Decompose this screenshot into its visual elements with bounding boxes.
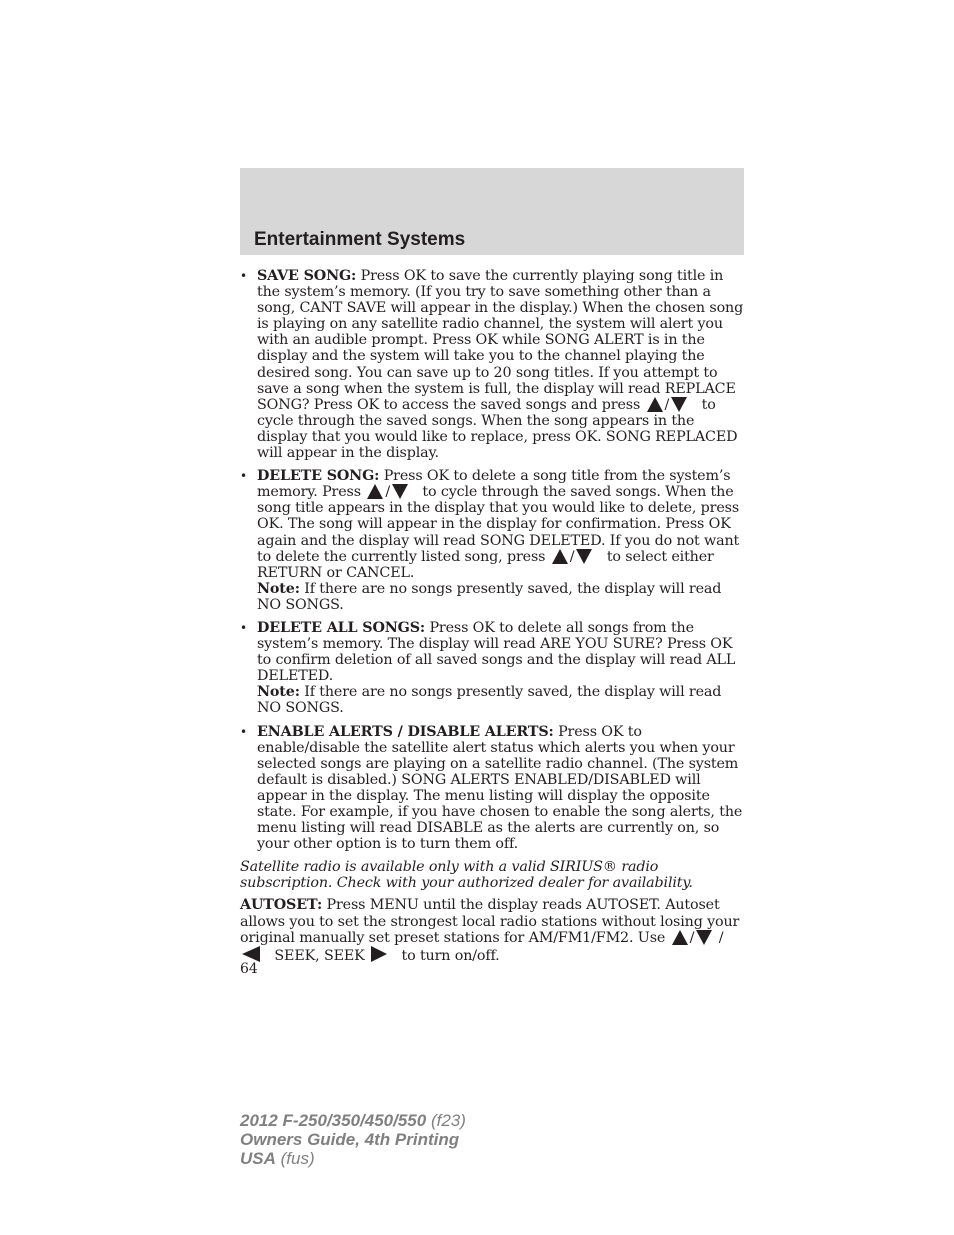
arrow-up-icon: [367, 484, 383, 499]
note-label: Note:: [257, 684, 300, 701]
save-song-text-2: to cycle through the saved songs. When the song appears in the display that you would like to replace, press OK. SONG REPLACED will appear in the display.: [257, 396, 738, 462]
autoset-text-3: to turn on/off.: [401, 947, 500, 964]
delete-song-text-2: to cycle through the saved songs. When the song title appears in the display that you would like to delete, press OK. The song will appear in the display for confirmation. Press OK again and the display will read SONG DELETED. If you do not want to delete the currently listed song, press: [257, 484, 740, 565]
slash-separator: /: [689, 929, 695, 946]
term-delete-song: DELETE SONG:: [257, 468, 380, 485]
footer-line-2: Owners Guide, 4th Printing: [240, 1130, 460, 1149]
footer-model-code: (f23): [430, 1111, 466, 1130]
arrow-down-icon: [671, 397, 687, 412]
section-title: Entertainment Systems: [254, 229, 466, 250]
term-autoset: AUTOSET:: [240, 897, 323, 914]
arrow-down-icon: [392, 484, 408, 499]
bullet-dot: •: [240, 269, 247, 283]
bullet-dot: •: [240, 469, 247, 484]
sirius-note: Satellite radio is available only with a valid SIRIUS® radio subscription. Check with your authorized dealer for availability.: [240, 859, 693, 892]
autoset-text-1: Press MENU until the display reads AUTOSET. Autoset allows you to set the strongest local radio stations without losing your original manually set preset stations for AM/FM1/FM2. Use: [240, 897, 740, 946]
slash-separator: /: [718, 929, 724, 946]
term-save-song: SAVE SONG:: [257, 268, 357, 284]
bullet-dot: •: [240, 724, 247, 739]
bullet-enable-alerts: [240, 724, 744, 853]
bullet-delete-all-songs: [240, 620, 744, 717]
arrow-up-icon: [672, 930, 688, 945]
delete-all-text: Press OK to delete all songs from the system’s memory. The display will read ARE YOU SURE? Press OK to confirm deletion of all saved songs and the display will read ALL DELETED.: [257, 619, 736, 685]
arrow-down-icon: [696, 930, 712, 945]
page-content: [240, 268, 744, 970]
arrow-up-icon: [647, 397, 663, 412]
delete-song-text-1: Press OK to delete a song title from the system’s memory. Press: [257, 468, 731, 501]
document-footer: [240, 1111, 466, 1168]
section-header-band: [240, 168, 744, 255]
seek-right-icon: [371, 946, 387, 962]
note-text: If there are no songs presently saved, the display will read NO SONGS.: [257, 684, 722, 717]
footer-market: USA: [240, 1149, 276, 1168]
footer-line-3: [240, 1149, 466, 1168]
note-label: Note:: [257, 580, 300, 597]
footer-market-code: (fus): [280, 1149, 315, 1168]
arrow-down-icon: [576, 549, 592, 564]
autoset-paragraph: [240, 897, 744, 963]
footer-model: 2012 F-250/350/450/550: [240, 1111, 427, 1130]
autoset-text-2: SEEK, SEEK: [274, 947, 365, 964]
arrow-up-icon: [552, 549, 568, 564]
note-text: If there are no songs presently saved, the display will read NO SONGS.: [257, 580, 722, 613]
alerts-text: Press OK to enable/disable the satellite alert status which alerts you when your selected songs are playing on a satellite radio channel. (The system default is disabled.) SONG ALERTS ENABLED/DISABLED will appear in the display. The menu listing will display the opposite state. For example, if you have chosen to enable the song alerts, the menu listing will read DISABLE as the alerts are currently on, so your other option is to turn them off.: [257, 723, 743, 853]
page-number: 64: [240, 961, 258, 977]
save-song-text-1: Press OK to save the currently playing song title in the system’s memory. (If you try to save something other than a song, CANT SAVE will appear in the display.) When the chosen song is playing on any satellite radio channel, the system will alert you with an audible prompt. Press OK while SONG ALERT is in the display and the system will take you to the channel playing the desired song. You can save up to 20 song titles. If you attempt to save a song when the system is full, the display will read REPLACE SONG? Press OK to access the saved songs and press: [257, 268, 744, 413]
bullet-delete-song: [240, 468, 744, 613]
delete-song-text-3: to select either RETURN or CANCEL.: [257, 548, 714, 581]
term-delete-all-songs: DELETE ALL SONGS:: [257, 619, 426, 636]
footer-line-1: [240, 1111, 466, 1130]
slash-separator: /: [664, 396, 670, 413]
bullet-save-song: [240, 268, 744, 461]
slash-separator: /: [385, 484, 391, 501]
seek-left-icon: [242, 946, 260, 962]
term-enable-alerts: ENABLE ALERTS / DISABLE ALERTS:: [257, 723, 554, 740]
slash-separator: /: [569, 548, 575, 565]
bullet-dot: •: [240, 620, 247, 635]
